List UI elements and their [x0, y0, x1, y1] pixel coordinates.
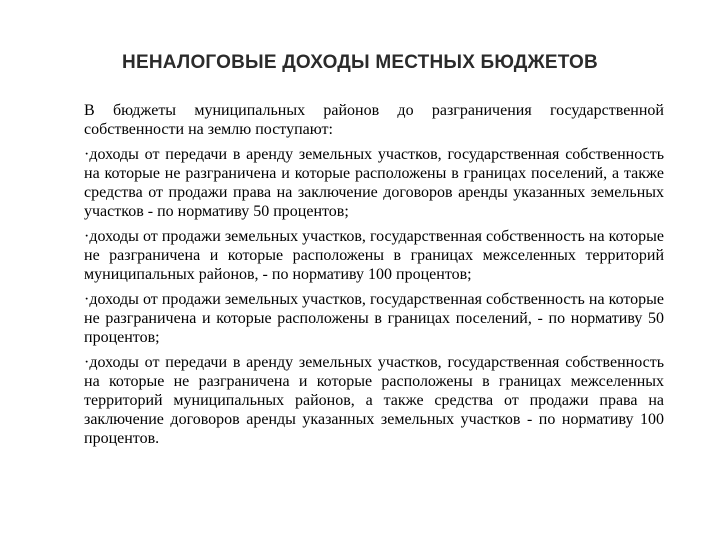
- intro-paragraph: В бюджеты муниципальных районов до разграничения государственной собственности на землю поступают:: [84, 102, 664, 138]
- bullet-item-4: ·доходы от передачи в аренду земельных участков, государственная собственность на которые не разграничена и которые расположены в границах межселенных территорий муниципальных районов, а также средства от продажи права на заключение договоров аренды указанных земельных участков - по нормативу 100 процентов.: [84, 354, 664, 447]
- bullet-item-2: ·доходы от продажи земельных участков, государственная собственность на которые не разграничена и которые расположены в границах межселенных территорий муниципальных районов, - по нормативу 100 процентов;: [84, 228, 664, 283]
- slide-body: [84, 101, 664, 454]
- slide-title: НЕНАЛОГОВЫЕ ДОХОДЫ МЕСТНЫХ БЮДЖЕТОВ: [122, 52, 598, 73]
- bullet-item-1: ·доходы от передачи в аренду земельных участков, государственная собственность на которые не разграничена и которые расположены в границах поселений, а также средства от продажи права на заключение договоров аренды указанных земельных участков - по нормативу 50 процентов;: [84, 146, 664, 220]
- bullet-item-3: ·доходы от продажи земельных участков, государственная собственность на которые не разграничена и которые расположены в границах поселений, - по нормативу 50 процентов;: [84, 291, 664, 346]
